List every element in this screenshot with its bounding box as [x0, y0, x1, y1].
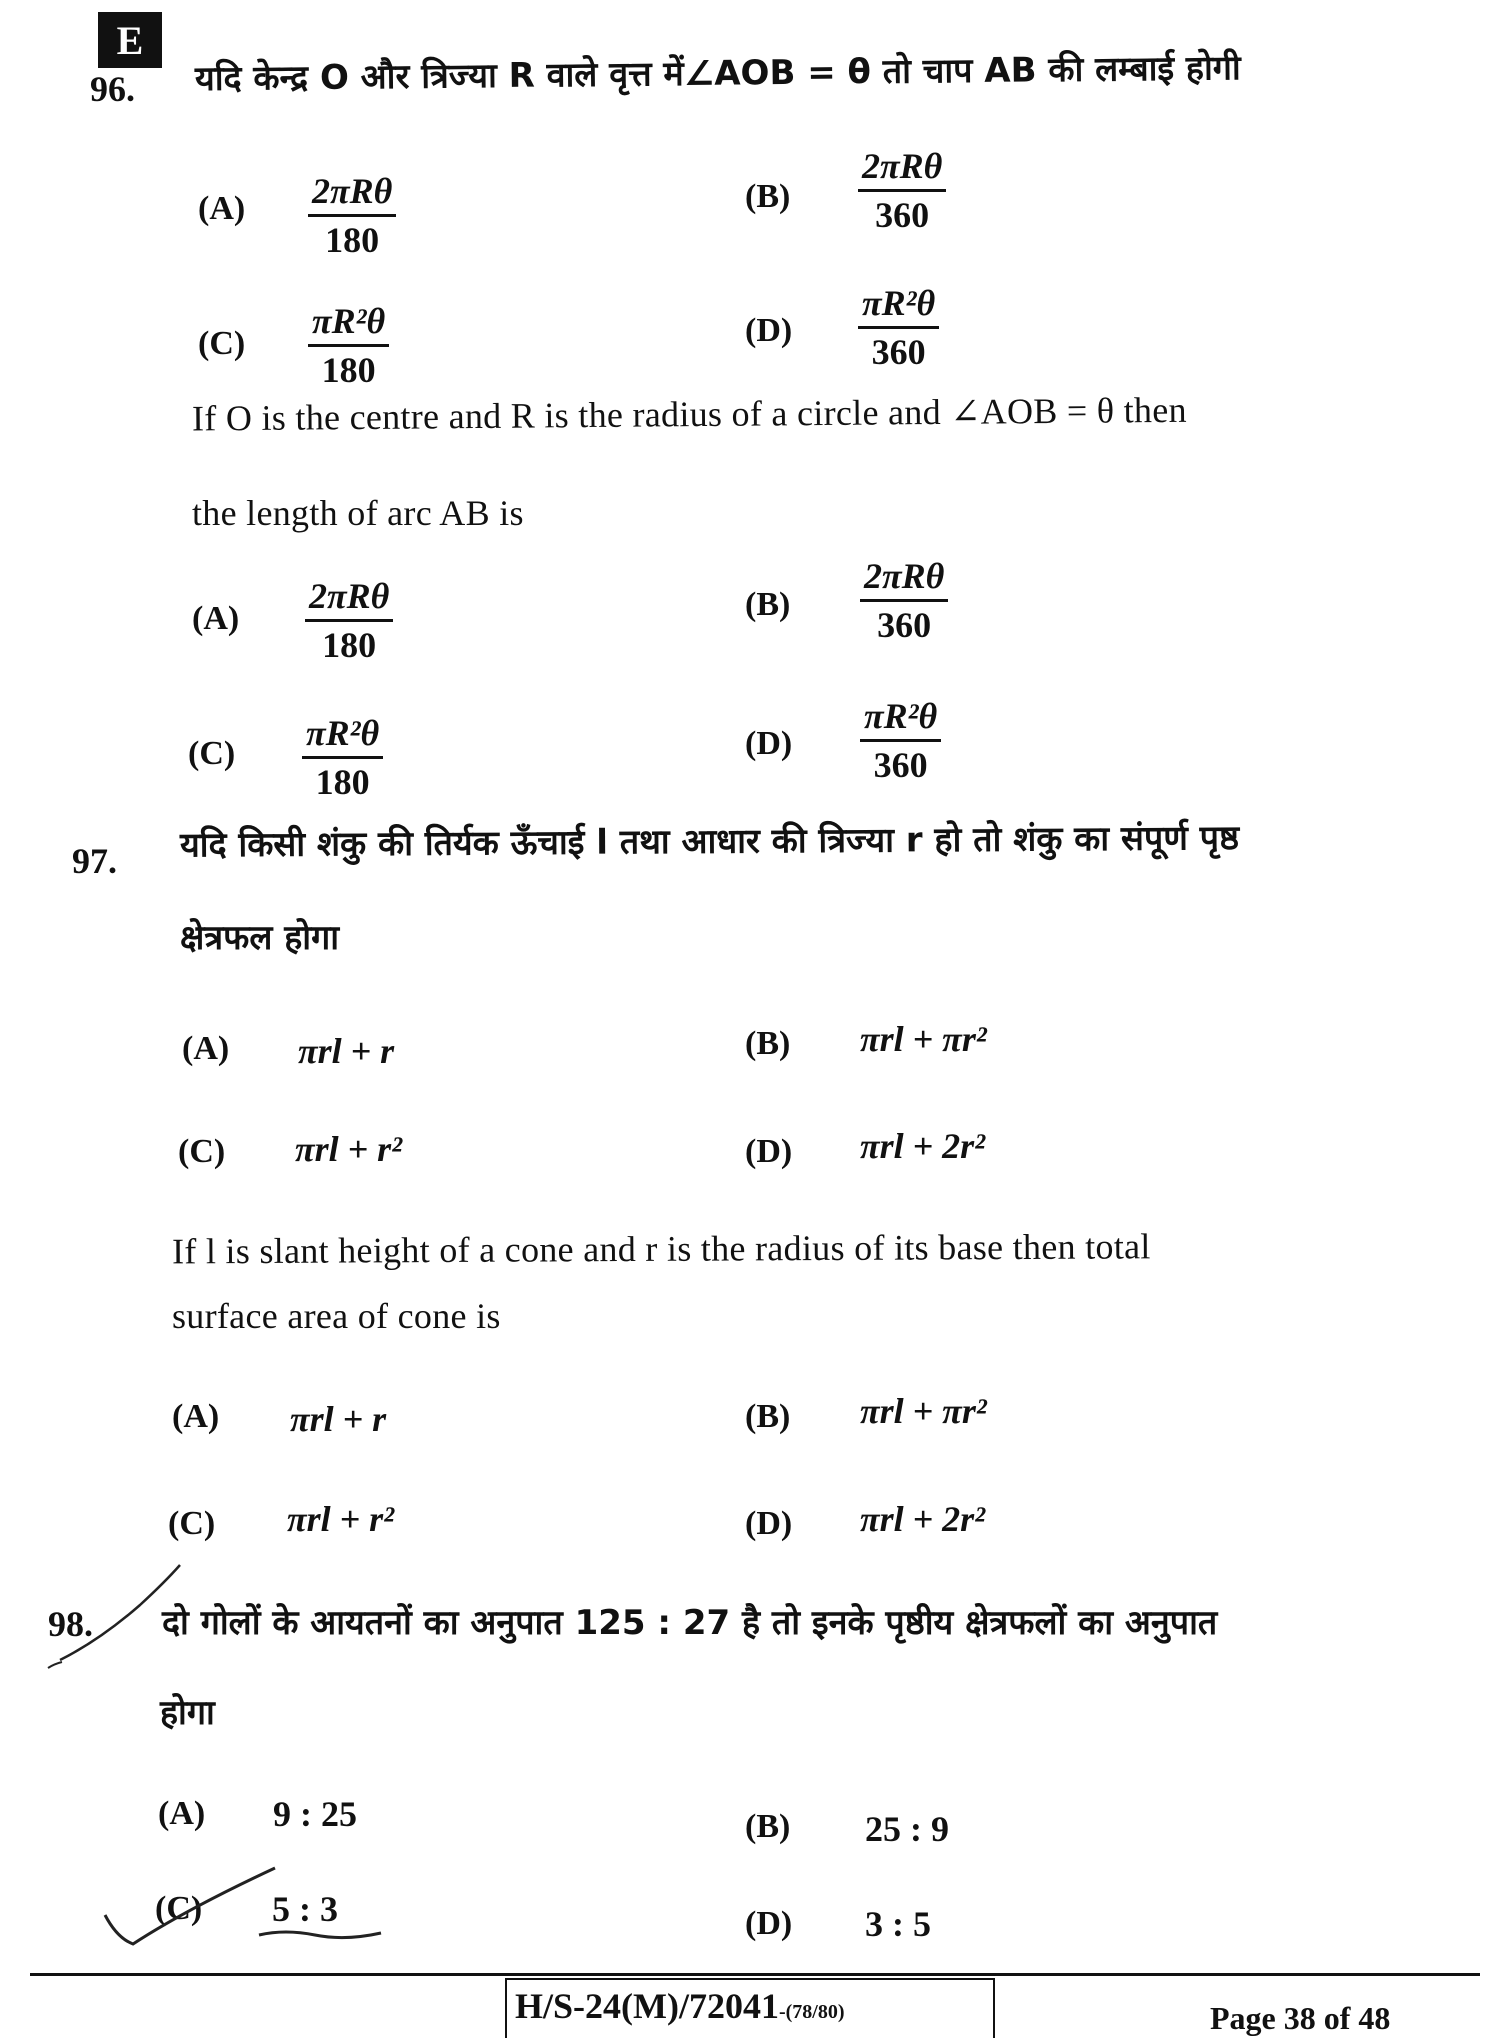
q97-en-option-d-label: (D): [745, 1505, 793, 1542]
q96-en-option-c-label: (C): [188, 735, 236, 772]
q97-hi-option-d: πrl + 2r²: [860, 1126, 985, 1166]
q97-en-option-b: πrl + πr²: [860, 1391, 987, 1431]
q96-hi-option-c-label: (C): [198, 325, 246, 362]
q96-hi-option-b: 2πRθ 360: [858, 145, 946, 236]
q96-en-option-b-label: (B): [745, 586, 791, 623]
question-97-hindi-line1: यदि किसी शंकु की तिर्यक ऊँचाई l तथा आधार की त्रिज्या r हो तो शंकु का संपूर्ण पृष्ठ: [179, 818, 1240, 866]
q96-hi-option-b-label: (B): [745, 178, 791, 215]
q96-hi-option-d-label: (D): [745, 312, 793, 349]
q96-en-option-b: 2πRθ 360: [860, 555, 948, 646]
booklet-code: [505, 1978, 995, 2038]
question-number-97: 97.: [72, 841, 117, 881]
q96-en-option-d: $\frac{\text{πR²θ}}{360}$: [860, 695, 941, 786]
q98-option-c: 5 : 3: [272, 1889, 338, 1929]
page-number: Page 38 of 48: [1210, 2000, 1391, 2036]
question-98-hindi-line1: दो गोलों के आयतनों का अनुपात 125 : 27 है तो इनके पृष्ठीय क्षेत्रफलों का अनुपात: [162, 1603, 1218, 1643]
q97-en-option-a: πrl + r: [290, 1399, 387, 1439]
q97-hi-option-c: πrl + r²: [295, 1129, 402, 1169]
q96-en-option-d-label: (D): [745, 725, 793, 762]
q96-hi-option-d: $\frac{\text{πR²θ}}{360}$: [858, 282, 939, 373]
q98-option-a: 9 : 25: [273, 1794, 357, 1834]
q96-en-option-a-label: (A): [192, 600, 240, 637]
booklet-code-suffix: -(78/80): [778, 2001, 845, 2023]
question-97-english-line2: surface area of cone is: [172, 1296, 501, 1336]
q97-hi-option-a-label: (A): [182, 1030, 230, 1067]
q97-en-option-c-label: (C): [168, 1505, 216, 1542]
q98-option-d: 3 : 5: [865, 1904, 931, 1944]
q97-hi-option-b-label: (B): [745, 1025, 791, 1062]
q96-en-option-a: 2πRθ 180: [305, 575, 393, 666]
q98-option-d-label: (D): [745, 1905, 793, 1942]
question-number-98: 98.: [48, 1604, 93, 1644]
answer-underline-icon: [255, 1925, 385, 1945]
q98-option-b-label: (B): [745, 1808, 791, 1845]
q96-hi-option-a-label: (A): [198, 190, 246, 227]
question-97-english-line1: If l is slant height of a cone and r is the radius of its base then total: [171, 1226, 1151, 1272]
set-label: E: [116, 17, 144, 63]
question-96-english-line1: If O is the centre and R is the radius of a circle and ∠AOB = θ then: [191, 389, 1187, 439]
question-96-hindi: यदि केन्द्र O और त्रिज्या R वाले वृत्त में∠AOB = θ तो चाप AB की लम्बाई होगी: [194, 48, 1241, 100]
q97-hi-option-d-label: (D): [745, 1133, 793, 1170]
question-97-hindi-line2: क्षेत्रफल होगा: [180, 918, 340, 958]
question-98-hindi-line2: होगा: [160, 1693, 215, 1733]
footer-rule: [30, 1973, 1480, 1976]
question-number-96: 96.: [90, 69, 135, 109]
q97-hi-option-c-label: (C): [178, 1133, 226, 1170]
q97-hi-option-b: πrl + πr²: [860, 1019, 987, 1059]
q97-en-option-a-label: (A): [172, 1398, 220, 1435]
q96-hi-option-a: 2πRθ 180: [308, 170, 396, 261]
q97-en-option-b-label: (B): [745, 1398, 791, 1435]
q98-option-a-label: (A): [158, 1795, 206, 1832]
q97-en-option-c: πrl + r²: [287, 1499, 394, 1539]
booklet-code-main: H/S-24(M)/72041: [515, 1986, 779, 2026]
pen-tick-mark-icon: [40, 1560, 200, 1670]
q98-option-b: 25 : 9: [865, 1809, 949, 1849]
q96-hi-option-c: $\frac{\text{πR²θ}}{180}$: [308, 300, 389, 391]
question-96-english-line2: the length of arc AB is: [192, 493, 524, 533]
set-label-box: [98, 12, 162, 68]
q96-en-option-c: $\frac{\text{πR²θ}}{180}$: [302, 712, 383, 803]
q97-en-option-d: πrl + 2r²: [860, 1499, 985, 1539]
q97-hi-option-a: πrl + r: [298, 1031, 395, 1071]
q98-option-c-label: (C): [155, 1890, 203, 1927]
